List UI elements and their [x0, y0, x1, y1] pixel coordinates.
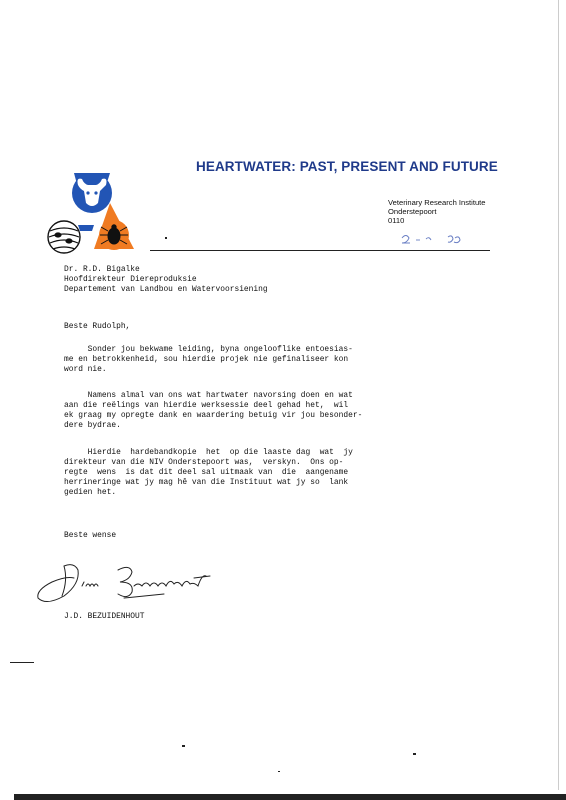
letterhead-title: HEARTWATER: PAST, PRESENT AND FUTURE [196, 159, 498, 174]
scan-mark [278, 771, 280, 772]
paragraph-line: herrineringe wat jy mag hê van die Instituut wat jy so lank [64, 478, 349, 487]
paragraph-line: word nie. [64, 365, 107, 374]
scan-mark [182, 745, 185, 747]
recipient-line: Dr. R.D. Bigalke [64, 265, 140, 274]
paragraph-3 [64, 448, 353, 498]
paragraph-line: Sonder jou bekwame leiding, byna ongelooflike entoesias- [64, 345, 353, 354]
signer-name: J.D. BEZUIDENHOUT [64, 612, 145, 621]
recipient-line: Hoofdirekteur Diereproduksie [64, 275, 197, 284]
paragraph-line: me en betrokkenheid, sou hierdie projek nie gefinaliseer kon [64, 355, 349, 364]
scan-mark [10, 662, 34, 663]
letterhead-divider [150, 250, 490, 251]
handwritten-date [398, 230, 468, 248]
institute-address [388, 198, 558, 225]
scan-mark [14, 794, 566, 800]
scan-mark [413, 753, 416, 755]
paragraph-line: direkteur van die NIV Onderstepoort was, verskyn. Ons op- [64, 458, 344, 467]
cell-circle-icon [48, 221, 80, 253]
scan-mark [558, 0, 559, 790]
paragraph-1 [64, 345, 353, 375]
paragraph-line: gedien het. [64, 488, 117, 497]
paragraph-line: dere bydrae. [64, 421, 121, 430]
address-line: Onderstepoort [388, 207, 437, 216]
recipient-line: Departement van Landbou en Watervoorsiening [64, 285, 268, 294]
salutation: Beste Rudolph, [64, 322, 131, 331]
address-line: 0110 [388, 216, 405, 225]
handwritten-signature [34, 556, 234, 608]
recipient-block [64, 265, 268, 295]
paragraph-2 [64, 391, 362, 431]
paragraph-line: regte wens is dat dit deel sal uitmaak van die aangename [64, 468, 349, 477]
paragraph-line: Namens almal van ons wat hartwater navorsing doen en wat [64, 391, 353, 400]
paragraph-line: aan die reëlings van hierdie werksessie deel gehad het, wil [64, 401, 349, 410]
paragraph-line: ek graag my opregte dank en waardering betuig vir jou besonder- [64, 411, 363, 420]
address-line: Veterinary Research Institute [388, 198, 486, 207]
closing: Beste wense [64, 531, 117, 540]
heartwater-logo [44, 165, 140, 255]
scan-mark [165, 237, 167, 239]
paragraph-line: Hierdie hardebandkopie het op die laaste dag wat jy [64, 448, 353, 457]
